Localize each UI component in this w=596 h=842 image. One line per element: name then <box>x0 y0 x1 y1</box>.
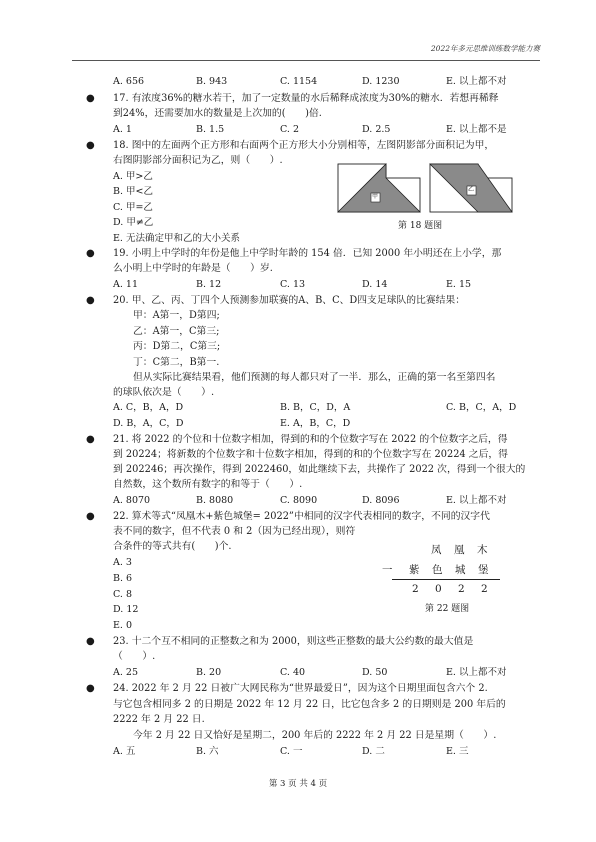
page-header: 2022年多元思维训练数学能力赛 <box>430 44 540 53</box>
q21-text-4: 自然数，这个数所有数字的和等于（ ）. <box>113 479 303 490</box>
header-divider <box>72 60 540 61</box>
q19-text-1: 19. 小明上中学时的年份是他上中学时年龄的 154 倍．已知 2000 年小明还在上小学，那 <box>113 248 502 259</box>
q24-bullet: ● <box>86 683 95 694</box>
q16-option-b: B. 943 <box>196 76 228 87</box>
q23-option-c: C. 40 <box>280 667 306 678</box>
q21-text-3: 到 202246；再次操作，得到 2022460，如此继续下去，共操作了 2022 次，得到一个很大的 <box>113 464 526 475</box>
q24-option-a: A. 五 <box>113 746 136 757</box>
q24-text-4: 今年 2 月 22 日又恰好是星期二，200 年后的 2222 年 2 月 22 日是星期（ ）. <box>133 730 497 741</box>
q17-bullet: ● <box>86 93 95 104</box>
q22-char-feng: 凤 <box>431 544 442 556</box>
q18-label-jia: 甲 <box>372 193 379 200</box>
q22-digit-2: 0 <box>435 583 442 595</box>
q18-text-1: 18. 图中的左面两个正方形和右面两个正方形大小分别相等，左图阴影部分面积记为甲， <box>113 140 495 151</box>
q17-text-1: 17. 有浓度36%的糖水若干，加了一定数量的水后稀释成浓度为30%的糖水．若想再稀释 <box>113 93 499 104</box>
q18-option-a: A. 甲>乙 <box>113 171 153 182</box>
q22-char-huang: 凰 <box>454 544 465 556</box>
q21-option-a: A. 8070 <box>113 495 151 506</box>
q21-text-1: 21. 将 2022 的个位和十位数字相加，得到的和的个位数字写在 2022 的个位数字之后，得 <box>113 434 508 445</box>
q19-option-c: C. 13 <box>280 279 306 290</box>
q24-text-2: 与它包含相同多 2 的日期是 2022 年 12 月 22 日，比它包含多 2 的日期则是 200 年后的 <box>113 699 506 710</box>
q22-option-e: E. 0 <box>113 620 133 631</box>
q23-option-d: D. 50 <box>362 667 388 678</box>
q22-option-a: A. 3 <box>113 557 132 568</box>
q24-text-1: 24. 2022 年 2 月 22 日被广大网民称为“世界最爱日”，因为这个日期里面包含六个 2. <box>113 683 488 694</box>
q22-option-c: C. 8 <box>113 589 133 600</box>
q20-option-a: A. C，B，A，D <box>113 402 184 413</box>
q20-option-e: E. A，B，C，D <box>280 418 351 429</box>
q17-text-2: 到24%，还需要加水的数量是上次加的( )倍. <box>113 108 322 119</box>
q22-char-bao: 堡 <box>478 564 489 576</box>
q24-option-d: D. 二 <box>362 746 385 757</box>
q18-option-e: E. 无法确定甲和乙的大小关系 <box>113 233 240 244</box>
q23-option-a: A. 25 <box>113 667 138 678</box>
q18-caption: 第 18 题图 <box>398 221 443 231</box>
q22-char-mu: 木 <box>477 544 488 556</box>
q19-option-a: A. 11 <box>113 279 138 290</box>
q18-option-b: B. 甲<乙 <box>113 186 153 197</box>
q24-option-c: C. 一 <box>280 746 303 757</box>
q23-text-1: 23. 十二个互不相同的正整数之和为 2000，则这些正整数的最大公约数的最大值是 <box>113 636 474 647</box>
q22-digit-1: 2 <box>412 583 419 595</box>
q21-option-d: D. 8096 <box>362 495 400 506</box>
q18-bullet: ● <box>86 140 95 151</box>
q20-bullet: ● <box>86 295 95 306</box>
q24-option-b: B. 六 <box>196 746 219 757</box>
q22-text-1: 22. 算术等式“凤凰木+紫色城堡= 2022”中相同的汉字代表相同的数字，不同的汉字代 <box>113 511 490 522</box>
q23-text-2: （ ）. <box>113 651 156 662</box>
q18-option-d: D. 甲≠乙 <box>113 217 154 228</box>
q17-option-e: E. 以上都不是 <box>446 124 507 135</box>
q22-option-b: B. 6 <box>113 573 133 584</box>
q19-text-2: 么小明上中学时的年龄是（ ）岁. <box>113 263 273 274</box>
q24-option-e: E. 三 <box>446 746 469 757</box>
q21-text-2: 到 20224；将新数的个位数字和十位数字相加，得到的和的个位数字写在 20224 之后，得 <box>113 449 508 460</box>
q22-option-d: D. 12 <box>113 604 139 615</box>
q18-text-2: 右图阴影部分面积记为乙，则（ ）. <box>113 155 283 166</box>
q19-bullet: ● <box>86 248 95 259</box>
q16-option-a: A. 656 <box>113 76 145 87</box>
q19-option-e: E. 15 <box>446 279 472 290</box>
q18-left-shaded <box>338 164 420 212</box>
q18-figure <box>330 160 530 220</box>
q17-option-b: B. 1.5 <box>196 124 225 135</box>
q20-pred-ding: 丁：C第二，B第一. <box>133 357 220 368</box>
q18-option-c: C. 甲=乙 <box>113 202 153 213</box>
q16-option-c: C. 1154 <box>280 76 318 87</box>
q18-left-squares <box>338 164 420 212</box>
q22-text-3: 合条件的等式共有( )个. <box>113 541 232 552</box>
q22-digit-4: 2 <box>481 583 488 595</box>
q20-option-d: D. B，A，C，D <box>113 418 184 429</box>
q22-caption: 第 22 题图 <box>425 604 470 614</box>
q20-pred-bing: 丙：D第二，C第三; <box>133 341 221 352</box>
q21-bullet: ● <box>86 434 95 445</box>
q20-pred-jia: 甲：A第一，D第四; <box>133 310 220 321</box>
q22-char-se: 色 <box>432 564 443 576</box>
q24-text-3: 2222 年 2 月 22 日. <box>113 714 205 725</box>
q22-sum-line <box>392 579 500 580</box>
q23-option-b: B. 20 <box>196 667 222 678</box>
q22-char-cheng: 城 <box>455 564 466 576</box>
q19-option-d: D. 14 <box>362 279 388 290</box>
q21-option-b: B. 8080 <box>196 495 234 506</box>
q19-option-b: B. 12 <box>196 279 222 290</box>
q21-option-e: E. 以上都不对 <box>446 495 507 506</box>
q20-text-3: 的球队依次是（ ）. <box>113 387 215 398</box>
q17-option-c: C. 2 <box>280 124 300 135</box>
q20-pred-yi: 乙：A第一，C第三; <box>133 326 220 337</box>
q17-option-d: D. 2.5 <box>362 124 391 135</box>
q23-option-e: E. 以上都不对 <box>446 667 507 678</box>
q22-text-2: 表不同的数字，但不代表 0 和 2（因为已经出现），则符 <box>113 526 356 537</box>
q20-text-2: 但从实际比赛结果看，他们预测的每人都只对了一半．那么，正确的第一名至第四名 <box>133 372 496 383</box>
q22-bullet: ● <box>86 511 95 522</box>
q20-text-1: 20. 甲、乙、丙、丁四个人预测参加联赛的A、B、C、D四支足球队的比赛结果： <box>113 295 466 306</box>
q22-plus-sign: 一 <box>382 564 393 576</box>
q23-bullet: ● <box>86 636 95 647</box>
q16-option-d: D. 1230 <box>362 76 400 87</box>
q20-option-c: C. B，C，A，D <box>446 402 517 413</box>
q20-option-b: B. B，C，D，A <box>280 402 351 413</box>
q22-digit-3: 2 <box>458 583 465 595</box>
q17-option-a: A. 1 <box>113 124 132 135</box>
q22-char-zi: 紫 <box>409 564 420 576</box>
q21-option-c: C. 8090 <box>280 495 318 506</box>
q18-label-yi: 乙 <box>468 186 475 193</box>
q16-option-e: E. 以上都不对 <box>446 76 507 87</box>
page-footer: 第 3 页 共 4 页 <box>268 779 328 789</box>
